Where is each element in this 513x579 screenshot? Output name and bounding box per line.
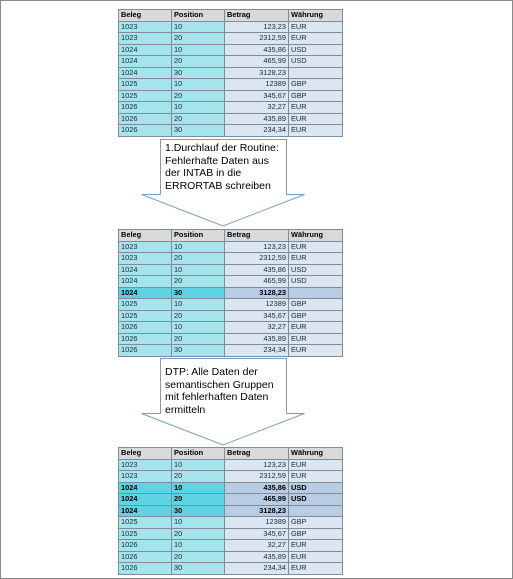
- cell-beleg: 1026: [119, 102, 172, 114]
- cell-betrag: 465,99: [225, 56, 289, 68]
- table-row: [119, 241, 343, 253]
- cell-beleg: 1024: [119, 287, 172, 299]
- header-waehrung: Währung: [289, 448, 343, 460]
- cell-waehrung: EUR: [289, 551, 343, 563]
- cell-betrag: 435,86: [225, 44, 289, 56]
- header-position: Position: [172, 448, 225, 460]
- semantic-group-table: [118, 447, 343, 575]
- cell-waehrung: USD: [289, 264, 343, 276]
- cell-beleg: 1024: [119, 494, 172, 506]
- cell-betrag: 435,89: [225, 113, 289, 125]
- table-row: [119, 299, 343, 311]
- cell-beleg: 1024: [119, 56, 172, 68]
- cell-waehrung: EUR: [289, 333, 343, 345]
- header-position: Position: [172, 10, 225, 22]
- cell-beleg: 1026: [119, 333, 172, 345]
- header-beleg: Beleg: [119, 230, 172, 242]
- table-row: [119, 551, 343, 563]
- header-betrag: Betrag: [225, 230, 289, 242]
- cell-betrag: 32,27: [225, 102, 289, 114]
- cell-waehrung: EUR: [289, 563, 343, 575]
- cell-betrag: 234,34: [225, 125, 289, 137]
- cell-waehrung: [289, 505, 343, 517]
- cell-beleg: 1023: [119, 471, 172, 483]
- cell-betrag: 435,89: [225, 551, 289, 563]
- cell-waehrung: EUR: [289, 459, 343, 471]
- cell-beleg: 1025: [119, 528, 172, 540]
- cell-waehrung: EUR: [289, 345, 343, 357]
- table-row: [119, 540, 343, 552]
- table-row: [119, 482, 343, 494]
- cell-position: 10: [172, 540, 225, 552]
- header-waehrung: Währung: [289, 230, 343, 242]
- cell-beleg: 1024: [119, 505, 172, 517]
- cell-waehrung: EUR: [289, 33, 343, 45]
- table-row: [119, 125, 343, 137]
- arrow-text-line: der INTAB in die: [165, 167, 242, 179]
- cell-position: 20: [172, 494, 225, 506]
- arrow-text-line: ERRORTAB schreiben: [165, 179, 271, 192]
- cell-waehrung: GBP: [289, 90, 343, 102]
- cell-waehrung: GBP: [289, 528, 343, 540]
- cell-beleg: 1025: [119, 299, 172, 311]
- table-row: [119, 563, 343, 575]
- cell-beleg: 1023: [119, 21, 172, 33]
- arrow-text-line: 1.Durchlauf der Routine:: [165, 142, 279, 154]
- cell-betrag: 435,89: [225, 333, 289, 345]
- cell-position: 10: [172, 79, 225, 91]
- cell-waehrung: EUR: [289, 241, 343, 253]
- header-beleg: Beleg: [119, 448, 172, 460]
- cell-betrag: 12389: [225, 79, 289, 91]
- cell-betrag: 234,34: [225, 345, 289, 357]
- cell-waehrung: USD: [289, 482, 343, 494]
- cell-position: 20: [172, 471, 225, 483]
- cell-position: 30: [172, 125, 225, 137]
- table-row: [119, 471, 343, 483]
- table-row: [119, 33, 343, 45]
- cell-position: 20: [172, 333, 225, 345]
- cell-beleg: 1024: [119, 482, 172, 494]
- cell-beleg: 1023: [119, 241, 172, 253]
- cell-betrag: 3128,23: [225, 67, 289, 79]
- cell-beleg: 1024: [119, 264, 172, 276]
- cell-waehrung: [289, 67, 343, 79]
- arrow-2-text: [165, 366, 274, 416]
- cell-betrag: 435,86: [225, 482, 289, 494]
- cell-position: 20: [172, 253, 225, 265]
- cell-waehrung: EUR: [289, 125, 343, 137]
- arrow-text-line: DTP: Alle Daten der: [165, 366, 258, 378]
- table-row: [119, 79, 343, 91]
- cell-beleg: 1026: [119, 540, 172, 552]
- cell-betrag: 345,67: [225, 528, 289, 540]
- cell-waehrung: EUR: [289, 21, 343, 33]
- cell-beleg: 1023: [119, 459, 172, 471]
- cell-beleg: 1026: [119, 345, 172, 357]
- cell-beleg: 1026: [119, 113, 172, 125]
- cell-position: 30: [172, 287, 225, 299]
- cell-betrag: 465,99: [225, 494, 289, 506]
- cell-betrag: 2312,59: [225, 471, 289, 483]
- cell-position: 10: [172, 102, 225, 114]
- cell-position: 10: [172, 44, 225, 56]
- cell-beleg: 1024: [119, 44, 172, 56]
- cell-waehrung: EUR: [289, 102, 343, 114]
- cell-beleg: 1023: [119, 33, 172, 45]
- cell-position: 10: [172, 299, 225, 311]
- cell-position: 30: [172, 67, 225, 79]
- table-row: [119, 56, 343, 68]
- cell-betrag: 12389: [225, 299, 289, 311]
- errortab-table: [118, 229, 343, 357]
- header-betrag: Betrag: [225, 448, 289, 460]
- table-header-row: [119, 448, 343, 460]
- table-row: [119, 310, 343, 322]
- arrow-text-line: mit fehlerhaften Daten: [165, 391, 269, 403]
- cell-betrag: 345,67: [225, 90, 289, 102]
- cell-waehrung: USD: [289, 56, 343, 68]
- cell-betrag: 32,27: [225, 540, 289, 552]
- cell-beleg: 1026: [119, 551, 172, 563]
- table-row: [119, 21, 343, 33]
- cell-waehrung: GBP: [289, 299, 343, 311]
- cell-waehrung: EUR: [289, 540, 343, 552]
- intab-table: [118, 9, 343, 137]
- cell-waehrung: USD: [289, 276, 343, 288]
- arrow-text-line: ermitteln: [165, 403, 206, 416]
- cell-position: 10: [172, 241, 225, 253]
- cell-position: 30: [172, 345, 225, 357]
- cell-waehrung: GBP: [289, 79, 343, 91]
- cell-betrag: 3128,23: [225, 287, 289, 299]
- cell-betrag: 345,67: [225, 310, 289, 322]
- cell-betrag: 12389: [225, 517, 289, 529]
- table-row: [119, 494, 343, 506]
- table-row: [119, 44, 343, 56]
- cell-position: 20: [172, 33, 225, 45]
- cell-betrag: 465,99: [225, 276, 289, 288]
- cell-waehrung: USD: [289, 494, 343, 506]
- cell-beleg: 1025: [119, 310, 172, 322]
- cell-position: 30: [172, 563, 225, 575]
- cell-beleg: 1025: [119, 79, 172, 91]
- table-row: [119, 253, 343, 265]
- cell-waehrung: USD: [289, 44, 343, 56]
- header-position: Position: [172, 230, 225, 242]
- cell-betrag: 123,23: [225, 241, 289, 253]
- cell-betrag: 123,23: [225, 21, 289, 33]
- table-row: [119, 322, 343, 334]
- cell-betrag: 435,86: [225, 264, 289, 276]
- table-row: [119, 517, 343, 529]
- header-beleg: Beleg: [119, 10, 172, 22]
- cell-position: 20: [172, 90, 225, 102]
- cell-betrag: 2312,59: [225, 253, 289, 265]
- header-betrag: Betrag: [225, 10, 289, 22]
- cell-beleg: 1026: [119, 322, 172, 334]
- cell-beleg: 1025: [119, 517, 172, 529]
- cell-waehrung: [289, 287, 343, 299]
- cell-beleg: 1026: [119, 125, 172, 137]
- cell-position: 20: [172, 276, 225, 288]
- cell-betrag: 2312,59: [225, 33, 289, 45]
- table-row: [119, 505, 343, 517]
- table-row: [119, 528, 343, 540]
- cell-position: 20: [172, 528, 225, 540]
- cell-position: 10: [172, 482, 225, 494]
- cell-waehrung: GBP: [289, 310, 343, 322]
- cell-betrag: 3128,23: [225, 505, 289, 517]
- arrow-text-line: Fehlerhafte Daten aus: [165, 154, 269, 167]
- table-header-row: [119, 230, 343, 242]
- cell-position: 20: [172, 551, 225, 563]
- cell-position: 20: [172, 56, 225, 68]
- cell-waehrung: EUR: [289, 113, 343, 125]
- cell-betrag: 32,27: [225, 322, 289, 334]
- table-row: [119, 67, 343, 79]
- cell-waehrung: EUR: [289, 253, 343, 265]
- table-row: [119, 90, 343, 102]
- table-row: [119, 287, 343, 299]
- arrow-1-text: [165, 142, 279, 192]
- cell-betrag: 123,23: [225, 459, 289, 471]
- table-row: [119, 459, 343, 471]
- cell-beleg: 1024: [119, 276, 172, 288]
- cell-position: 30: [172, 505, 225, 517]
- cell-position: 10: [172, 459, 225, 471]
- table-row: [119, 345, 343, 357]
- table-row: [119, 102, 343, 114]
- table-row: [119, 264, 343, 276]
- arrow-text-line: semantischen Gruppen: [165, 378, 274, 391]
- table-row: [119, 276, 343, 288]
- cell-waehrung: GBP: [289, 517, 343, 529]
- cell-beleg: 1024: [119, 67, 172, 79]
- cell-position: 10: [172, 517, 225, 529]
- cell-position: 10: [172, 322, 225, 334]
- cell-waehrung: EUR: [289, 322, 343, 334]
- cell-position: 20: [172, 113, 225, 125]
- cell-position: 10: [172, 21, 225, 33]
- cell-waehrung: EUR: [289, 471, 343, 483]
- cell-beleg: 1026: [119, 563, 172, 575]
- table-row: [119, 113, 343, 125]
- cell-position: 10: [172, 264, 225, 276]
- cell-position: 20: [172, 310, 225, 322]
- table-header-row: [119, 10, 343, 22]
- table-row: [119, 333, 343, 345]
- cell-betrag: 234,34: [225, 563, 289, 575]
- cell-beleg: 1023: [119, 253, 172, 265]
- cell-beleg: 1025: [119, 90, 172, 102]
- header-waehrung: Währung: [289, 10, 343, 22]
